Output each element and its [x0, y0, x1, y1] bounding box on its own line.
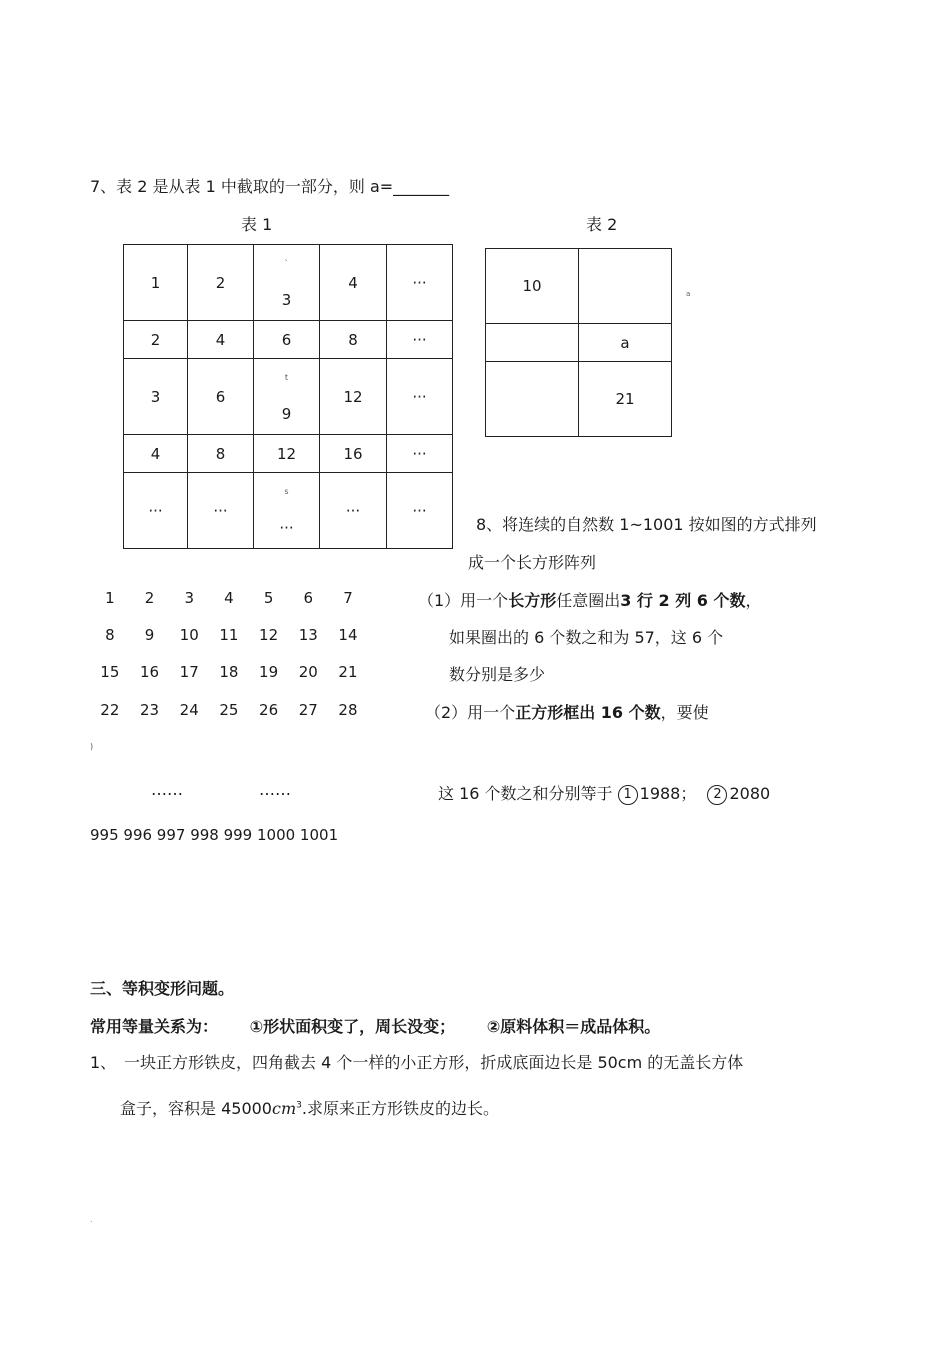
- last-row: 995 996 997 998 999 1000 1001: [90, 826, 339, 844]
- number-cell: 18: [219, 663, 239, 681]
- number-cell: 13: [298, 626, 318, 644]
- q8-part1-line3: 数分别是多少: [449, 665, 546, 684]
- number-cell: 9: [144, 626, 155, 644]
- t1-cell: 3: [124, 359, 188, 435]
- stray-mark: s: [284, 487, 289, 496]
- number-cell: 23: [139, 701, 160, 719]
- table2: [485, 248, 672, 437]
- number-cell: 4: [224, 589, 234, 607]
- t2-cell: [486, 362, 579, 437]
- q8-line1: 8、将连续的自然数 1~1001 按如图的方式排列: [476, 515, 817, 534]
- bold-text: 3 行 2 列 6 个数: [620, 591, 746, 610]
- number-row: [90, 701, 368, 719]
- number-cell: 27: [298, 701, 318, 719]
- text: ②原料体积＝成品体积。: [486, 1017, 661, 1036]
- number-cell: 7: [343, 589, 353, 607]
- t1-cell: ···: [387, 321, 453, 359]
- ellipsis: ……: [259, 780, 291, 799]
- t1-cell: ···: [387, 473, 453, 549]
- circled-number: 2: [707, 785, 727, 805]
- t1-cell: 6: [254, 321, 320, 359]
- q8-part1-line1: [418, 588, 762, 611]
- t1-cell: 12: [320, 359, 387, 435]
- text: .求原来正方形铁皮的边长。: [301, 1099, 499, 1118]
- ellipsis: ……: [151, 780, 183, 799]
- bold-text: 正方形框出 16 个数: [515, 703, 661, 722]
- t2-cell: [579, 249, 672, 324]
- table1: [123, 244, 453, 549]
- text: ，: [745, 591, 762, 610]
- number-row: [90, 663, 368, 681]
- t2-cell: 21: [579, 362, 672, 437]
- number-cell: 3: [184, 589, 194, 607]
- text: 2080: [729, 784, 771, 803]
- relations: [90, 1014, 660, 1037]
- t1-cell: 4: [124, 435, 188, 473]
- text: 常用等量关系为：: [90, 1017, 219, 1036]
- t1-cell-value: 9: [281, 404, 292, 423]
- t1-cell: ···: [320, 473, 387, 549]
- number-cell: 16: [139, 663, 160, 681]
- exponent: 3: [296, 1100, 302, 1111]
- stray-mark: t: [284, 373, 289, 382]
- number-cell: 19: [259, 663, 279, 681]
- t1-cell: ···: [188, 473, 254, 549]
- bold-text: 长方形: [508, 591, 557, 610]
- circled-number: 1: [618, 785, 638, 805]
- text: ，要使: [660, 703, 709, 722]
- number-cell: 10: [179, 626, 199, 644]
- problem-line2: [120, 1096, 499, 1119]
- t1-cell: 8: [188, 435, 254, 473]
- text: 这 16 个数之和分别等于: [438, 784, 613, 803]
- t1-cell: 4: [320, 245, 387, 321]
- number-cell: 5: [263, 589, 274, 607]
- t1-cell: 1: [124, 245, 188, 321]
- table1-caption: 表 1: [241, 215, 273, 234]
- text: （2）用一个: [425, 703, 516, 722]
- text: （1）用一个: [418, 591, 509, 610]
- table2-caption: 表 2: [586, 215, 618, 234]
- number-cell: 28: [338, 701, 358, 719]
- t2-cell: 10: [486, 249, 579, 324]
- t2-cell: a: [579, 324, 672, 362]
- t1-cell: 2: [124, 321, 188, 359]
- number-cell: 17: [179, 663, 199, 681]
- text: 1988；: [639, 784, 697, 803]
- q8-part1-line2: 如果圈出的 6 个数之和为 57，这 6 个: [449, 628, 724, 647]
- number-cell: 14: [338, 626, 358, 644]
- number-cell: 21: [338, 663, 358, 681]
- text: 任意圈出: [556, 591, 621, 610]
- number-cell: 6: [303, 589, 314, 607]
- stray-mark: ): [90, 742, 94, 751]
- unit: cm: [272, 1099, 297, 1118]
- q8-part2-line1: [425, 700, 709, 723]
- number-cell: 15: [100, 663, 120, 681]
- number-cell: 26: [259, 701, 279, 719]
- stray-mark: a: [686, 290, 691, 298]
- q8-part2-line2: [438, 781, 770, 805]
- t1-cell: 6: [188, 359, 254, 435]
- number-cell: 20: [298, 663, 318, 681]
- number-cell: 25: [219, 701, 239, 719]
- q8-line2: 成一个长方形阵列: [468, 553, 597, 572]
- number-cell: 24: [179, 701, 199, 719]
- t1-cell: 4: [188, 321, 254, 359]
- text: 盒子，容积是 45000: [120, 1099, 272, 1118]
- t1-cell: [254, 245, 320, 321]
- t1-cell: [254, 473, 320, 549]
- problem-number: 1、: [90, 1053, 117, 1072]
- number-cell: 12: [259, 626, 279, 644]
- number-cell: 8: [105, 626, 115, 644]
- section-title: 三、等积变形问题。: [90, 979, 235, 998]
- t1-cell: ···: [387, 435, 453, 473]
- number-row: [90, 589, 368, 607]
- t1-cell: ···: [387, 245, 453, 321]
- number-cell: 11: [219, 626, 239, 644]
- t1-cell: 16: [320, 435, 387, 473]
- t1-cell: 8: [320, 321, 387, 359]
- number-row: [90, 626, 368, 644]
- t1-cell: ···: [124, 473, 188, 549]
- t1-cell-value: ···: [279, 518, 294, 537]
- t1-cell: [254, 359, 320, 435]
- number-cell: 2: [144, 589, 155, 607]
- t1-cell: 12: [254, 435, 320, 473]
- t2-cell: [486, 324, 579, 362]
- number-cell: 22: [100, 701, 120, 719]
- footer-mark: .: [90, 1215, 93, 1224]
- stray-mark: `: [284, 259, 289, 268]
- problem-line1: 一块正方形铁皮，四角截去 4 个一样的小正方形，折成底面边长是 50cm 的无盖长方体: [124, 1053, 744, 1072]
- text: ①形状面积变了，周长没变；: [249, 1017, 456, 1036]
- number-cell: 1: [105, 589, 115, 607]
- t1-cell: 2: [188, 245, 254, 321]
- t1-cell: ···: [387, 359, 453, 435]
- q7-text: 7、表 2 是从表 1 中截取的一部分，则 a=_______: [90, 177, 450, 196]
- t1-cell-value: 3: [281, 290, 292, 309]
